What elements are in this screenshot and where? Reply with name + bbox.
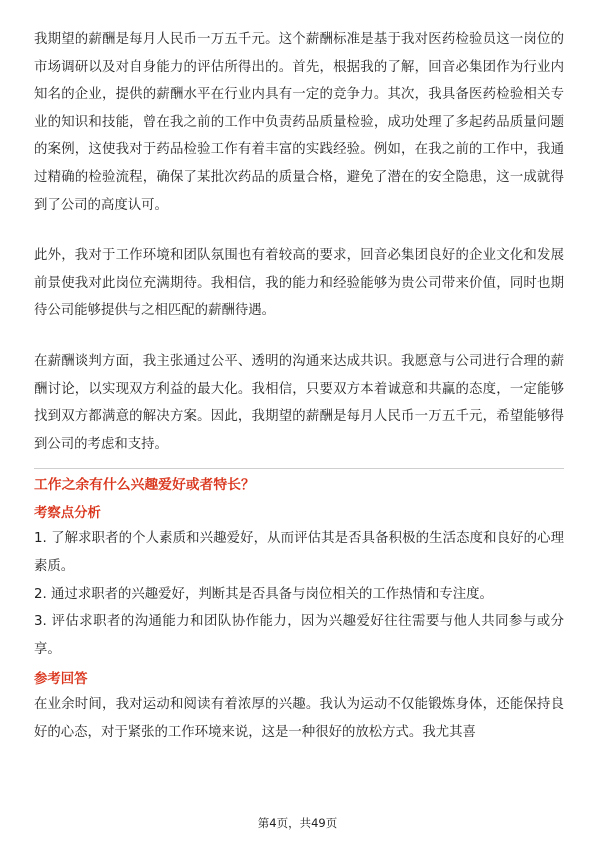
analysis-item: 3. 评估求职者的沟通能力和团队协作能力，因为兴趣爱好往往需要与他人共同参与或分享。 (34, 614, 564, 657)
reference-answer-label: 参考回答 (34, 672, 88, 688)
analysis-label: 考察点分析 (34, 506, 101, 522)
page-number: 第4页，共49页 (257, 816, 338, 830)
analysis-item: 1. 了解求职者的个人素质和兴趣爱好，从而评估其是否具备积极的生活态度和良好的心理素质。 (34, 531, 564, 574)
document-page (34, 26, 564, 746)
section-divider (34, 468, 564, 469)
paragraph-salary-expectation: 我期望的薪酬是每月人民币一万五千元。这个薪酬标准是基于我对医药检验员这一岗位的市场调研以及对自身能力的评估所得出的。首先，根据我的了解，回音必集团作为行业内知名的企业，提供的薪酬水平在行业内具有一定的竞争力。其次，我具备医药检验相关专业的知识和技能，曾在我之前的工作中负责药品质量检验，成功处理了多起药品质量问题的案例，这使我对于药品检验工作有着丰富的实践经验。例如，在我之前的工作中，我通过精确的检验流程，确保了某批次药品的质量合格，避免了潜在的安全隐患，这一成就得到了公司的高度认可。 (34, 32, 564, 213)
question-heading: 工作之余有什么兴趣爱好或者特长？ (34, 477, 255, 494)
paragraph-work-environment: 此外，我对于工作环境和团队氛围也有着较高的要求，回音必集团良好的企业文化和发展前景使我对此岗位充满期待。我相信，我的能力和经验能够为贵公司带来价值，同时也期待公司能够提供与之相匹配的薪酬待遇。 (34, 248, 564, 319)
reference-answer-text: 在业余时间，我对运动和阅读有着浓厚的兴趣。我认为运动不仅能锻炼身体，还能保持良好的心态，对于紧张的工作环境来说，这是一种很好的放松方式。我尤其喜 (34, 697, 564, 740)
paragraph-salary-negotiation: 在薪酬谈判方面，我主张通过公平、透明的沟通来达成共识。我愿意与公司进行合理的薪酬讨论，以实现双方利益的最大化。我相信，只要双方本着诚意和共赢的态度，一定能够找到双方都满意的解决方案。因此，我期望的薪酬是每月人民币一万五千元，希望能够得到公司的考虑和支持。 (34, 353, 564, 452)
analysis-list (34, 525, 564, 663)
analysis-item: 2. 通过求职者的兴趣爱好，判断其是否具备与岗位相关的工作热情和专注度。 (34, 586, 493, 602)
